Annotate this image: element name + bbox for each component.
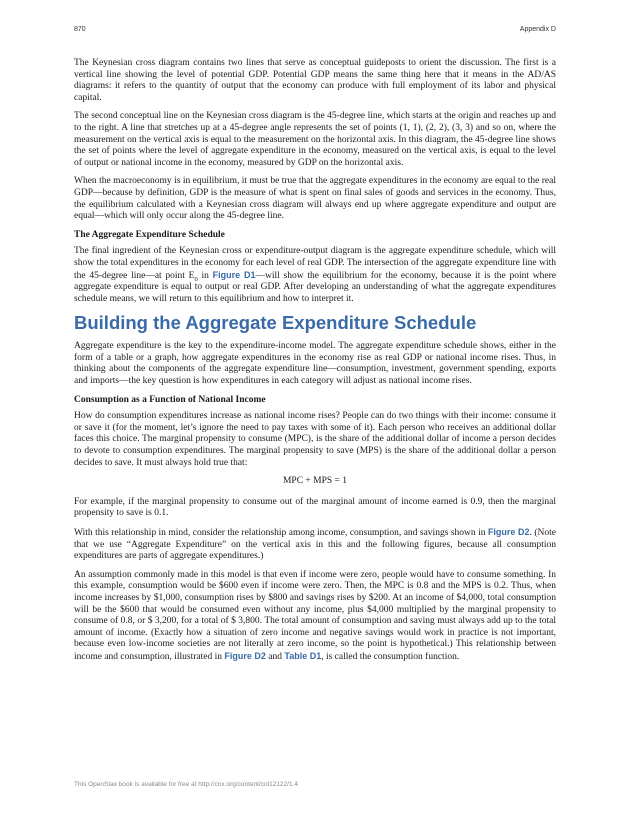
- section-label: Appendix D: [519, 26, 556, 33]
- table-d1-link[interactable]: Table D1: [284, 650, 322, 661]
- paragraph-45-degree-line: The second conceptual line on the Keynesian cross diagram is the 45-degree line, which starts at the origin and reaches up and to the right. A line that stretches up at a 45-degree angle represents the set of points (1, 1), (2, 2), (3, 3) and so on, where the measurement on the vertical axis is equal to the measurement on the horizontal axis. In this diagram, the 45-degree line shows the set of points where the level of aggregate expenditure in the economy, measured on the vertical axis, is equal to the level of output or national income in the economy, measured by GDP on the horizontal axis.: [74, 111, 556, 168]
- text-span: An assumption commonly made in this model is that even if income were zero, people would have to consume something. In this example, consumption would be $600 even if income were zero. Then, the MPC is 0.8 and the MPS is 0.2. Thus, when income increases by $1,000, consumption rises by $800 and savings rises by $200. At an income of $4,000, total consumption will be the $600 that would be consumed even without any income, plus $4,000 multiplied by the marginal propensity to consume of 0.8, or $ 3,200, for a total of $ 3,800. The total amount of consumption and saving must always add up to the total amount of income. (Exactly how a situation of zero income and negative savings would work in practice is not important, because even low-income societies are not literally at zero income, so the point is hypothetical.) This relationship between income and consumption, illustrated in: [74, 569, 556, 662]
- page-footer: This OpenStax book is available for free at http://cnx.org/content/col12122/1.4: [74, 781, 299, 788]
- text-span: With this relationship in mind, consider the relationship among income, consumption, and savings shown in: [74, 528, 488, 538]
- paragraph-potential-gdp: The Keynesian cross diagram contains two lines that serve as conceptual guideposts to orient the discussion. The first is a vertical line showing the level of potential GDP. Potential GDP means the same thing here that it means in the AD/AS diagrams: it refers to the quantity of output that the economy can produce with full employment of its labor and physical capital.: [74, 58, 556, 103]
- text-span: . (Note that we use “Aggregate Expenditure” on the vertical axis in this and the following figures, because all consumption expenditures are parts of aggregate expenditures.): [74, 528, 556, 562]
- figure-d1-link[interactable]: Figure D1: [212, 269, 256, 280]
- equation: MPC + MPS = 1: [282, 476, 348, 487]
- figure-d2-link[interactable]: Figure D2: [487, 527, 530, 537]
- paragraph-relationship: [74, 527, 556, 563]
- section-title: Building the Aggregate Expenditure Schedule: [74, 312, 477, 334]
- page-number: 870: [74, 26, 86, 33]
- text-span: in: [197, 270, 213, 281]
- subscript-zero: 0: [194, 275, 198, 283]
- heading-aggregate-expenditure-schedule: The Aggregate Expenditure Schedule: [74, 229, 225, 240]
- page-header: [74, 26, 556, 33]
- paragraph-mpc-mps: How do consumption expenditures increase as national income rises? People can do two things with their income: consume it or save it (for the moment, let’s ignore the need to pay taxes with some of it). Each person who receives an additional dollar faces this choice. The marginal propensity to consume (MPC), is the share of the additional dollar of income a person decides to devote to consumption expenditures. The marginal propensity to save (MPS) is the share of the additional dollar a person decides to save. It must always hold true that:: [74, 411, 556, 468]
- text-span: , is called the consumption function.: [321, 651, 460, 662]
- text-span: —will show the equilibrium for the economy, because it is the point where aggregate expenditure is equal to output or real GDP. After developing an understanding of what the aggregate expenditures schedule means, we will return to this equilibrium and how to interpret it.: [74, 270, 556, 304]
- page-content: [74, 58, 556, 671]
- figure-d2-link[interactable]: Figure D2: [224, 650, 266, 661]
- paragraph-example: For example, if the marginal propensity to consume out of the marginal amount of income earned is 0.9, then the marginal propensity to save is 0.1.: [74, 496, 556, 519]
- text-span: The final ingredient of the Keynesian cross or expenditure-output diagram is the aggregate expenditure schedule, which will show the total expenditures in the economy for each level of real GDP. The intersection of the aggregate expenditure line with the 45-degree line—at point E: [74, 246, 556, 281]
- paragraph-assumption: [74, 570, 556, 664]
- paragraph-final-ingredient: [74, 246, 556, 305]
- paragraph-equilibrium: When the macroeconomy is in equilibrium, it must be true that the aggregate expenditures in the economy are equal to the real GDP—because by definition, GDP is the measure of what is spent on final sales of goods and services in the economy. Thus, the equilibrium calculated with a Keynesian cross diagram will always end up where aggregate expenditure and output are equal—which will only occur along the 45-degree line.: [74, 176, 556, 222]
- text-span: and: [265, 651, 285, 662]
- heading-consumption-function: Consumption as a Function of National Income: [74, 394, 266, 405]
- paragraph-aggregate-expenditure: Aggregate expenditure is the key to the expenditure-income model. The aggregate expenditure schedule shows, either in the form of a table or a graph, how aggregate expenditures in the economy rise as real GDP or national income rises. Thus, in thinking about the components of the aggregate expenditure line—consumption, investment, government spending, exports and imports—the key question is how expenditures in each category will adjust as national income rises.: [74, 341, 556, 387]
